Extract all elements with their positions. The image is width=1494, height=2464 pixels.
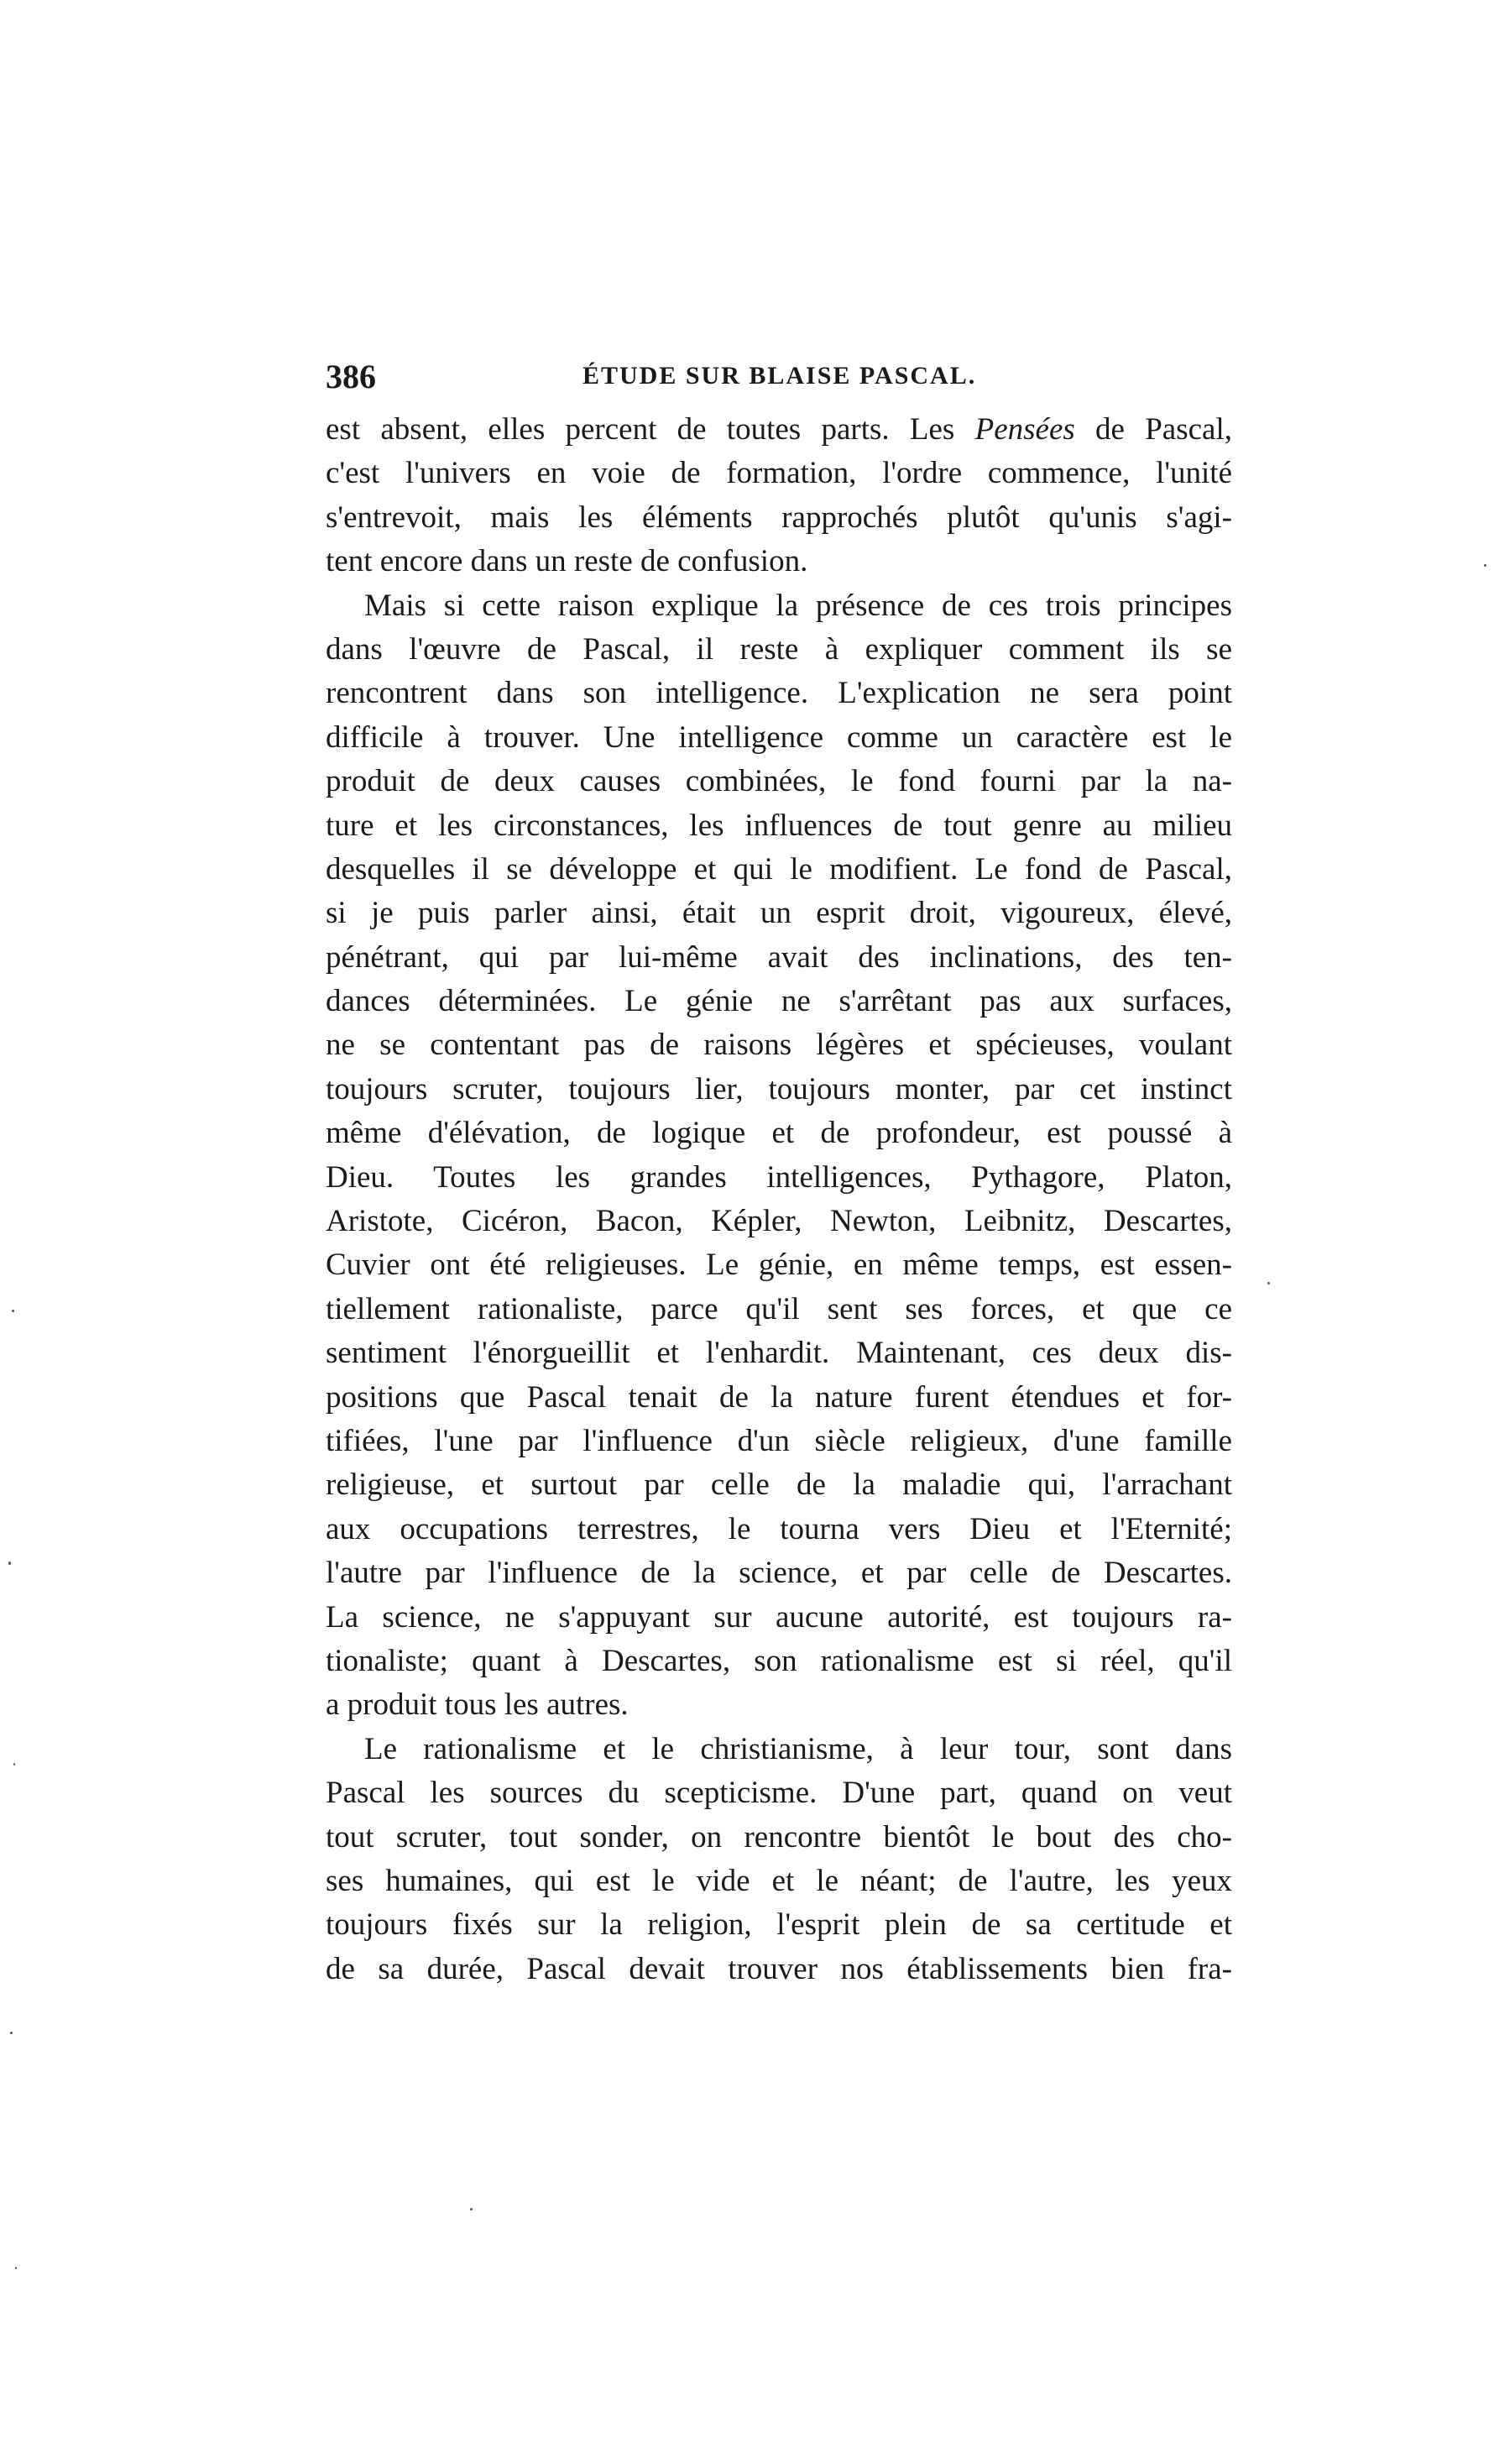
- text-line: [326, 408, 1232, 452]
- text-line: sentiment l'énorgueillit et l'enhardit. Maintenant, ces deux dis-: [326, 1336, 1232, 1371]
- text-line: a produit tous les autres.: [326, 1687, 629, 1723]
- text-line: Aristote, Cicéron, Bacon, Képler, Newton, Leibnitz, Descartes,: [326, 1204, 1232, 1239]
- text-line: tionaliste; quant à Descartes, son rationalisme est si réel, qu'il: [326, 1643, 1232, 1678]
- text-line: tiellement rationaliste, parce qu'il sent ses forces, et que ce: [326, 1291, 1232, 1326]
- text-line: toujours fixés sur la religion, l'esprit plein de sa certitude et: [326, 1907, 1232, 1943]
- text-line: tifiées, l'une par l'influence d'un siècle religieux, d'une famille: [326, 1423, 1232, 1458]
- text-line: produit de deux causes combinées, le fond fourni par la na-: [326, 764, 1232, 799]
- paragraph-first-line: Mais si cette raison explique la présence de ces trois principes: [364, 588, 1232, 623]
- scan-speck: [8, 1562, 11, 1565]
- text-line: Cuvier ont été religieuses. Le génie, en même temps, est essen-: [326, 1248, 1232, 1283]
- scan-speck: [13, 1763, 15, 1766]
- text-line: tent encore dans un reste de confusion.: [326, 544, 808, 579]
- text-line: toujours scruter, toujours lier, toujours monter, par cet instinct: [326, 1071, 1232, 1106]
- text-line: tout scruter, tout sonder, on rencontre bientôt le bout des cho-: [326, 1819, 1232, 1855]
- scan-speck: [1484, 564, 1486, 567]
- running-head: [326, 357, 1232, 399]
- text-line: si je puis parler ainsi, était un esprit droit, vigoureux, élevé,: [326, 896, 1232, 931]
- running-title: ÉTUDE SUR BLAISE PASCAL.: [582, 362, 977, 390]
- text-line: Pascal les sources du scepticisme. D'une part, quand on veut: [326, 1776, 1232, 1811]
- text-line: desquelles il se développe et qui le modifient. Le fond de Pascal,: [326, 851, 1232, 887]
- body-text: [326, 408, 1232, 1991]
- text-line: dances déterminées. Le génie ne s'arrêtant pas aux surfaces,: [326, 984, 1232, 1019]
- text-line: l'autre par l'influence de la science, et par celle de Descartes.: [326, 1556, 1232, 1591]
- text-line: pénétrant, qui par lui-même avait des inclinations, des ten-: [326, 939, 1232, 975]
- text-line-part: de Pascal,: [1074, 412, 1232, 447]
- text-line-part: est absent, elles percent de toutes parts. Les: [326, 412, 975, 447]
- text-line: dans l'œuvre de Pascal, il reste à expliquer comment ils se: [326, 631, 1232, 667]
- scan-speck: [12, 1310, 14, 1312]
- text-line: de sa durée, Pascal devait trouver nos établissements bien fra-: [326, 1951, 1232, 1986]
- text-line: religieuse, et surtout par celle de la maladie qui, l'arrachant: [326, 1467, 1232, 1503]
- scan-speck: [1267, 1282, 1270, 1284]
- scan-speck: [15, 2267, 17, 2269]
- italic-title: Pensées: [974, 412, 1075, 447]
- text-line: ture et les circonstances, les influences de tout genre au milieu: [326, 808, 1232, 843]
- text-line: La science, ne s'appuyant sur aucune autorité, est toujours ra-: [326, 1599, 1232, 1635]
- scan-speck: [10, 2032, 13, 2034]
- text-line: c'est l'univers en voie de formation, l'ordre commence, l'unité: [326, 456, 1232, 491]
- text-line: difficile à trouver. Une intelligence comme un caractère est le: [326, 719, 1232, 755]
- scan-speck: [470, 2208, 473, 2210]
- paragraph-first-line: Le rationalisme et le christianisme, à leur tour, sont dans: [364, 1731, 1232, 1766]
- text-line: ne se contentant pas de raisons légères et spécieuses, voulant: [326, 1028, 1232, 1063]
- text-line: aux occupations terrestres, le tourna vers Dieu et l'Eternité;: [326, 1511, 1232, 1546]
- page-number: 386: [326, 358, 376, 395]
- text-line: rencontrent dans son intelligence. L'explication ne sera point: [326, 676, 1232, 711]
- text-line: même d'élévation, de logique et de profondeur, est poussé à: [326, 1116, 1232, 1151]
- text-line: Dieu. Toutes les grandes intelligences, Pythagore, Platon,: [326, 1159, 1232, 1195]
- text-line: positions que Pascal tenait de la nature furent étendues et for-: [326, 1379, 1232, 1415]
- text-line: s'entrevoit, mais les éléments rapprochés plutôt qu'unis s'agi-: [326, 500, 1232, 535]
- text-line: ses humaines, qui est le vide et le néant; de l'autre, les yeux: [326, 1863, 1232, 1898]
